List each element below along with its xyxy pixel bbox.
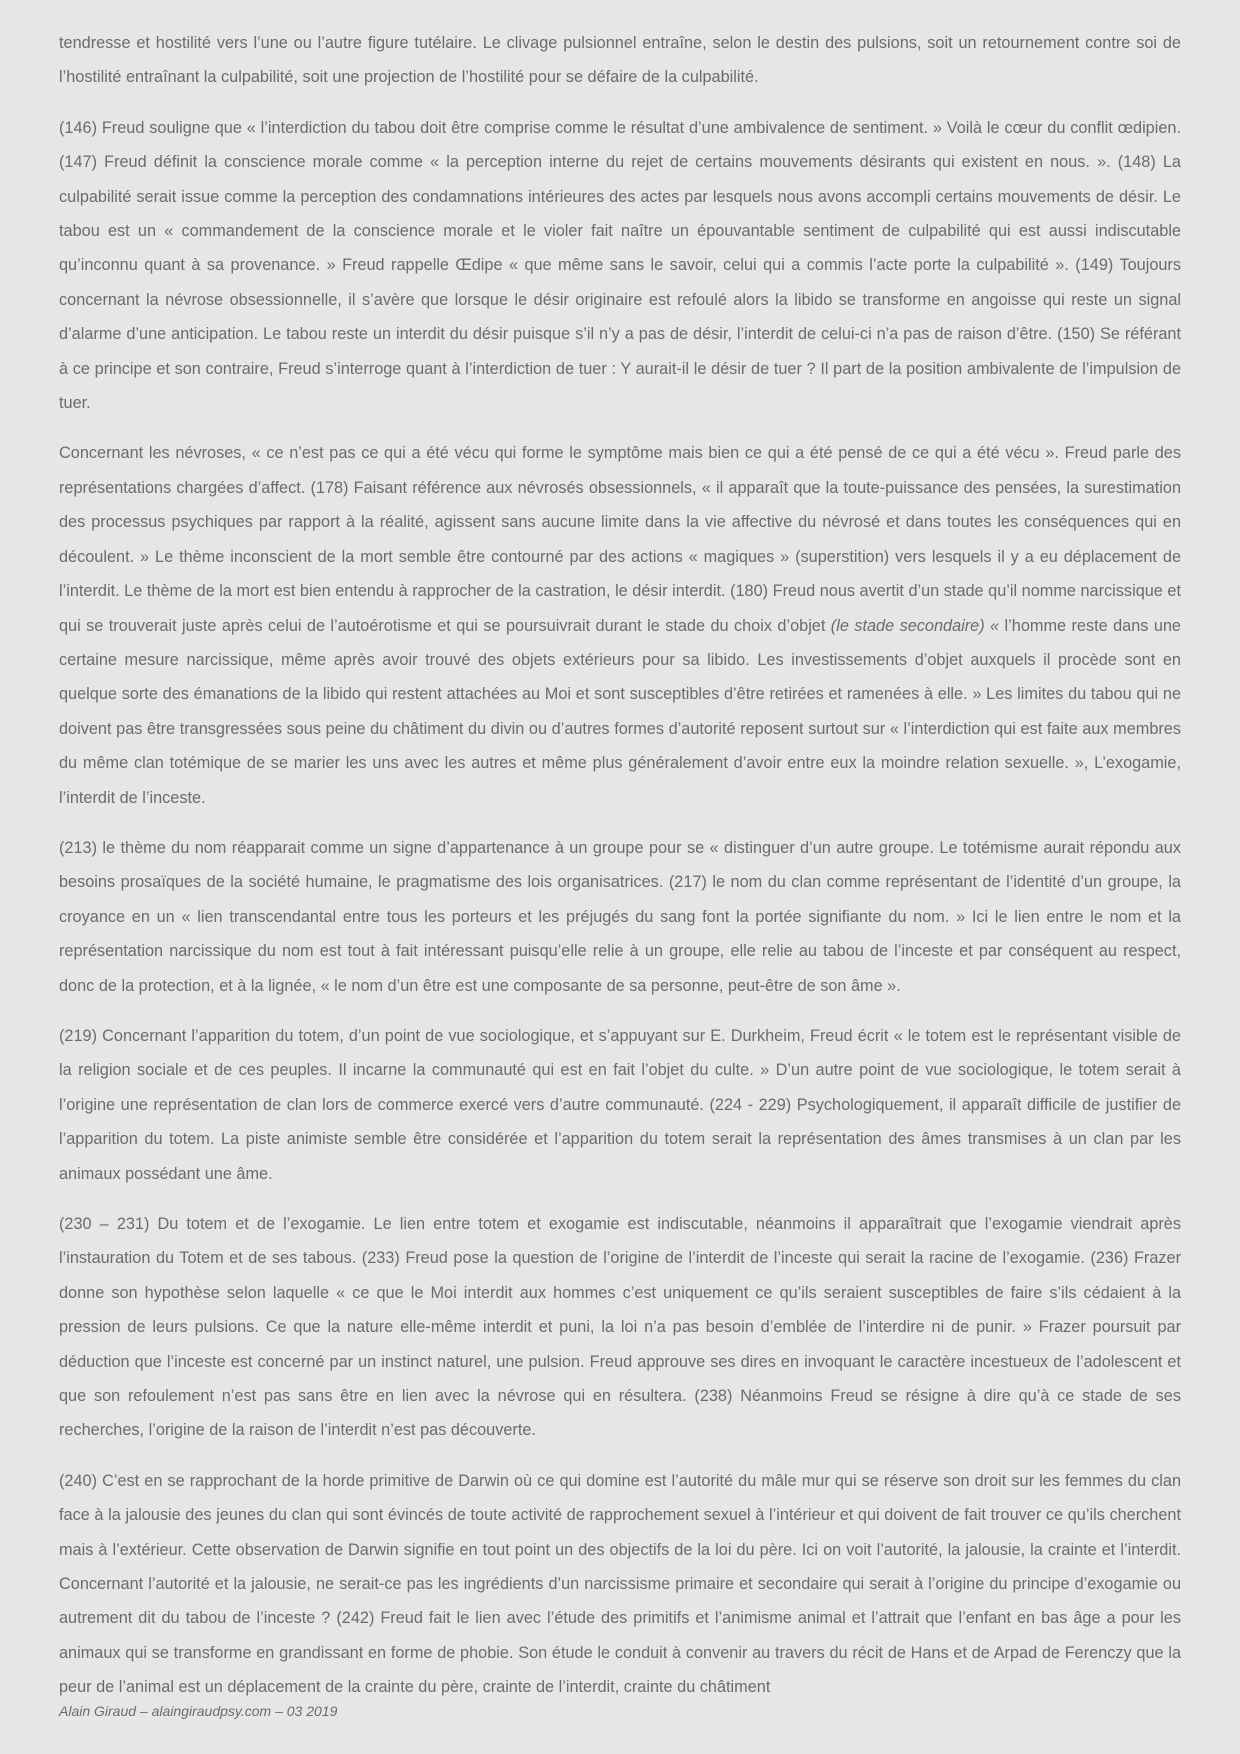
paragraph-1: tendresse et hostilité vers l’une ou l’autre figure tutélaire. Le clivage pulsionnel entraîne, selon le destin des pulsions, soit un retournement contre soi de l’hostilité entraînant la culpabilité, soit une projection de l’hostilité pour se défaire de la culpabilité. <box>59 34 1181 87</box>
paragraph-3-start: Concernant les névroses, « ce n’est pas ce qui a été vécu qui forme le symptôme mais bien ce qui a été pensé de ce qui a été vécu ». Freud parle des représentations chargées d’affect. (178) Faisant référence aux névrosés obsessionnels, « il apparaît que la toute-puissance des pensées, la surestimation des processus psychiques par rapport à la réalité, agissent sans aucune limite dans la vie affective du névrosé et dans toutes les conséquences qui en découlent. » Le thème inconscient de la mort semble être contourné par des actions « magiques » (superstition) vers lesquels il y a eu déplacement de l’interdit. Le thème de la mort est bien entendu à rapprocher de la castration, le désir interdit. (180) Freud nous avertit d’un stade qu’il nomme narcissique et qui se trouverait juste après celui de l’autoérotisme et qui se poursuivrait durant le stade du choix d’objet <box>59 444 1181 635</box>
paragraph-3-rest: l’homme reste dans une certaine mesure narcissique, même après avoir trouvé des objets extérieurs pour sa libido. Les investissements d’objet auxquels il procède sont en quelque sorte des émanations de la libido qui restent attachées au Moi et sont susceptibles d’être retirées et ramenées à elle. » Les limites du tabou qui ne doivent pas être transgressées sous peine du châtiment du divin ou d’autres formes d’autorité reposent surtout sur « l’interdiction qui est faite aux membres du même clan totémique de se marier les uns avec les autres et même plus généralement d’avoir entre eux la moindre relation sexuelle. », L’exogamie, l’interdit de l’inceste. <box>59 616 1181 807</box>
page-footer: Alain Giraud – alaingiraudpsy.com – 03 2019 <box>59 1703 338 1719</box>
paragraph-3-italic: (le stade secondaire) <box>825 616 985 635</box>
paragraph-3 <box>59 436 1181 814</box>
document-body <box>59 26 1181 1721</box>
paragraph-4: (213) le thème du nom réapparait comme un signe d’appartenance à un groupe pour se « distinguer d’un autre groupe. Le totémisme aurait répondu aux besoins prosaïques de la société humaine, le pragmatisme des lois organisatrices. (217) le nom du clan comme représentant de l’identité d’un groupe, la croyance en un « lien transcendantal entre tous les porteurs et les préjugés du sang font la portée signifiante du nom. » Ici le lien entre le nom et la représentation narcissique du nom est tout à fait intéressant puisqu’elle relie à un groupe, elle relie au tabou de l’inceste et par conséquent au respect, donc de la protection, et à la lignée, « le nom d’un être est une composante de sa personne, peut-être de son âme ». <box>59 838 1181 995</box>
paragraph-5: (219) Concernant l’apparition du totem, d’un point de vue sociologique, et s’appuyant sur E. Durkheim, Freud écrit « le totem est le représentant visible de la religion sociale et de ces peuples. Il incarne la communauté qui est en fait l’objet du culte. » D’un autre point de vue sociologique, le totem serait à l’origine une représentation de clan lors de commerce exercé vers d’autre communauté. (224 - 229) Psychologiquement, il apparaît difficile de justifier de l’apparition du totem. La piste animiste semble être considérée et l’apparition du totem serait la représentation des âmes transmises à un clan par les animaux possédant une âme. <box>59 1026 1181 1183</box>
paragraph-3-quote-open: « <box>984 616 1005 635</box>
paragraph-6: (230 – 231) Du totem et de l’exogamie. Le lien entre totem et exogamie est indiscutable, néanmoins il apparaîtrait que l’exogamie viendrait après l’instauration du Totem et de ses tabous. (233) Freud pose la question de l’origine de l’interdit de l’inceste qui serait la racine de l’exogamie. (236) Frazer donne son hypothèse selon laquelle « ce que le Moi interdit aux hommes c’est uniquement ce qu’ils seraient susceptibles de faire s’ils cédaient à la pression de leurs pulsions. Ce que la nature elle-même interdit et puni, la loi n’a pas besoin d’emblée de l’interdire ni de punir. » Frazer poursuit par déduction que l’inceste est concerné par un instinct naturel, une pulsion. Freud approuve ses dires en invoquant le caractère incestueux de l’adolescent et que son refoulement n’est pas sans être en lien avec la névrose qui en résultera. (238) Néanmoins Freud se résigne à dire qu’à ce stade de ses recherches, l’origine de la raison de l’interdit n’est pas découverte. <box>59 1215 1181 1440</box>
paragraph-2: (146) Freud souligne que « l’interdiction du tabou doit être comprise comme le résultat d’une ambivalence de sentiment. » Voilà le cœur du conflit œdipien. (147) Freud définit la conscience morale comme « la perception interne du rejet de certains mouvements désirants qui existent en nous. ». (148) La culpabilité serait issue comme la perception des condamnations intérieures des actes par lesquels nous avons accompli certains mouvements de désir. Le tabou est un « commandement de la conscience morale et le violer fait naître un épouvantable sentiment de culpabilité qui est aussi indiscutable qu’inconnu quant à sa provenance. » Freud rappelle Œdipe « que même sans le savoir, celui qui a commis l’acte porte la culpabilité ». (149) Toujours concernant la névrose obsessionnelle, il s’avère que lorsque le désir originaire est refoulé alors la libido se transforme en angoisse qui reste un signal d’alarme d’une anticipation. Le tabou reste un interdit du désir puisque s’il n’y a pas de désir, l’interdit de celui-ci n’a pas de raison d’être. (150) Se référant à ce principe et son contraire, Freud s’interroge quant à l’interdiction de tuer : Y aurait-il le désir de tuer ? Il part de la position ambivalente de l’impulsion de tuer. <box>59 118 1181 413</box>
paragraph-7: (240) C’est en se rapprochant de la horde primitive de Darwin où ce qui domine est l’autorité du mâle mur qui se réserve son droit sur les femmes du clan face à la jalousie des jeunes du clan qui sont évincés de toute activité de rapprochement sexuel à l’intérieur et qui doivent de fait trouver ce qu’ils cherchent mais à l’extérieur. Cette observation de Darwin signifie en tout point un des objectifs de la loi du père. Ici on voit l’autorité, la jalousie, la crainte et l’interdit. Concernant l’autorité et la jalousie, ne serait-ce pas les ingrédients d’un narcissisme primaire et secondaire qui serait à l’origine du principe d’exogamie ou autrement dit du tabou de l’inceste ? (242) Freud fait le lien avec l’étude des primitifs et l’animisme animal et l’attrait que l’enfant en bas âge a pour les animaux qui se transforme en grandissant en forme de phobie. Son étude le conduit à convenir au travers du récit de Hans et de Arpad de Ferenczy que la peur de l’animal est un déplacement de la crainte du père, crainte de l’interdit, crainte du châtiment <box>59 1471 1181 1697</box>
